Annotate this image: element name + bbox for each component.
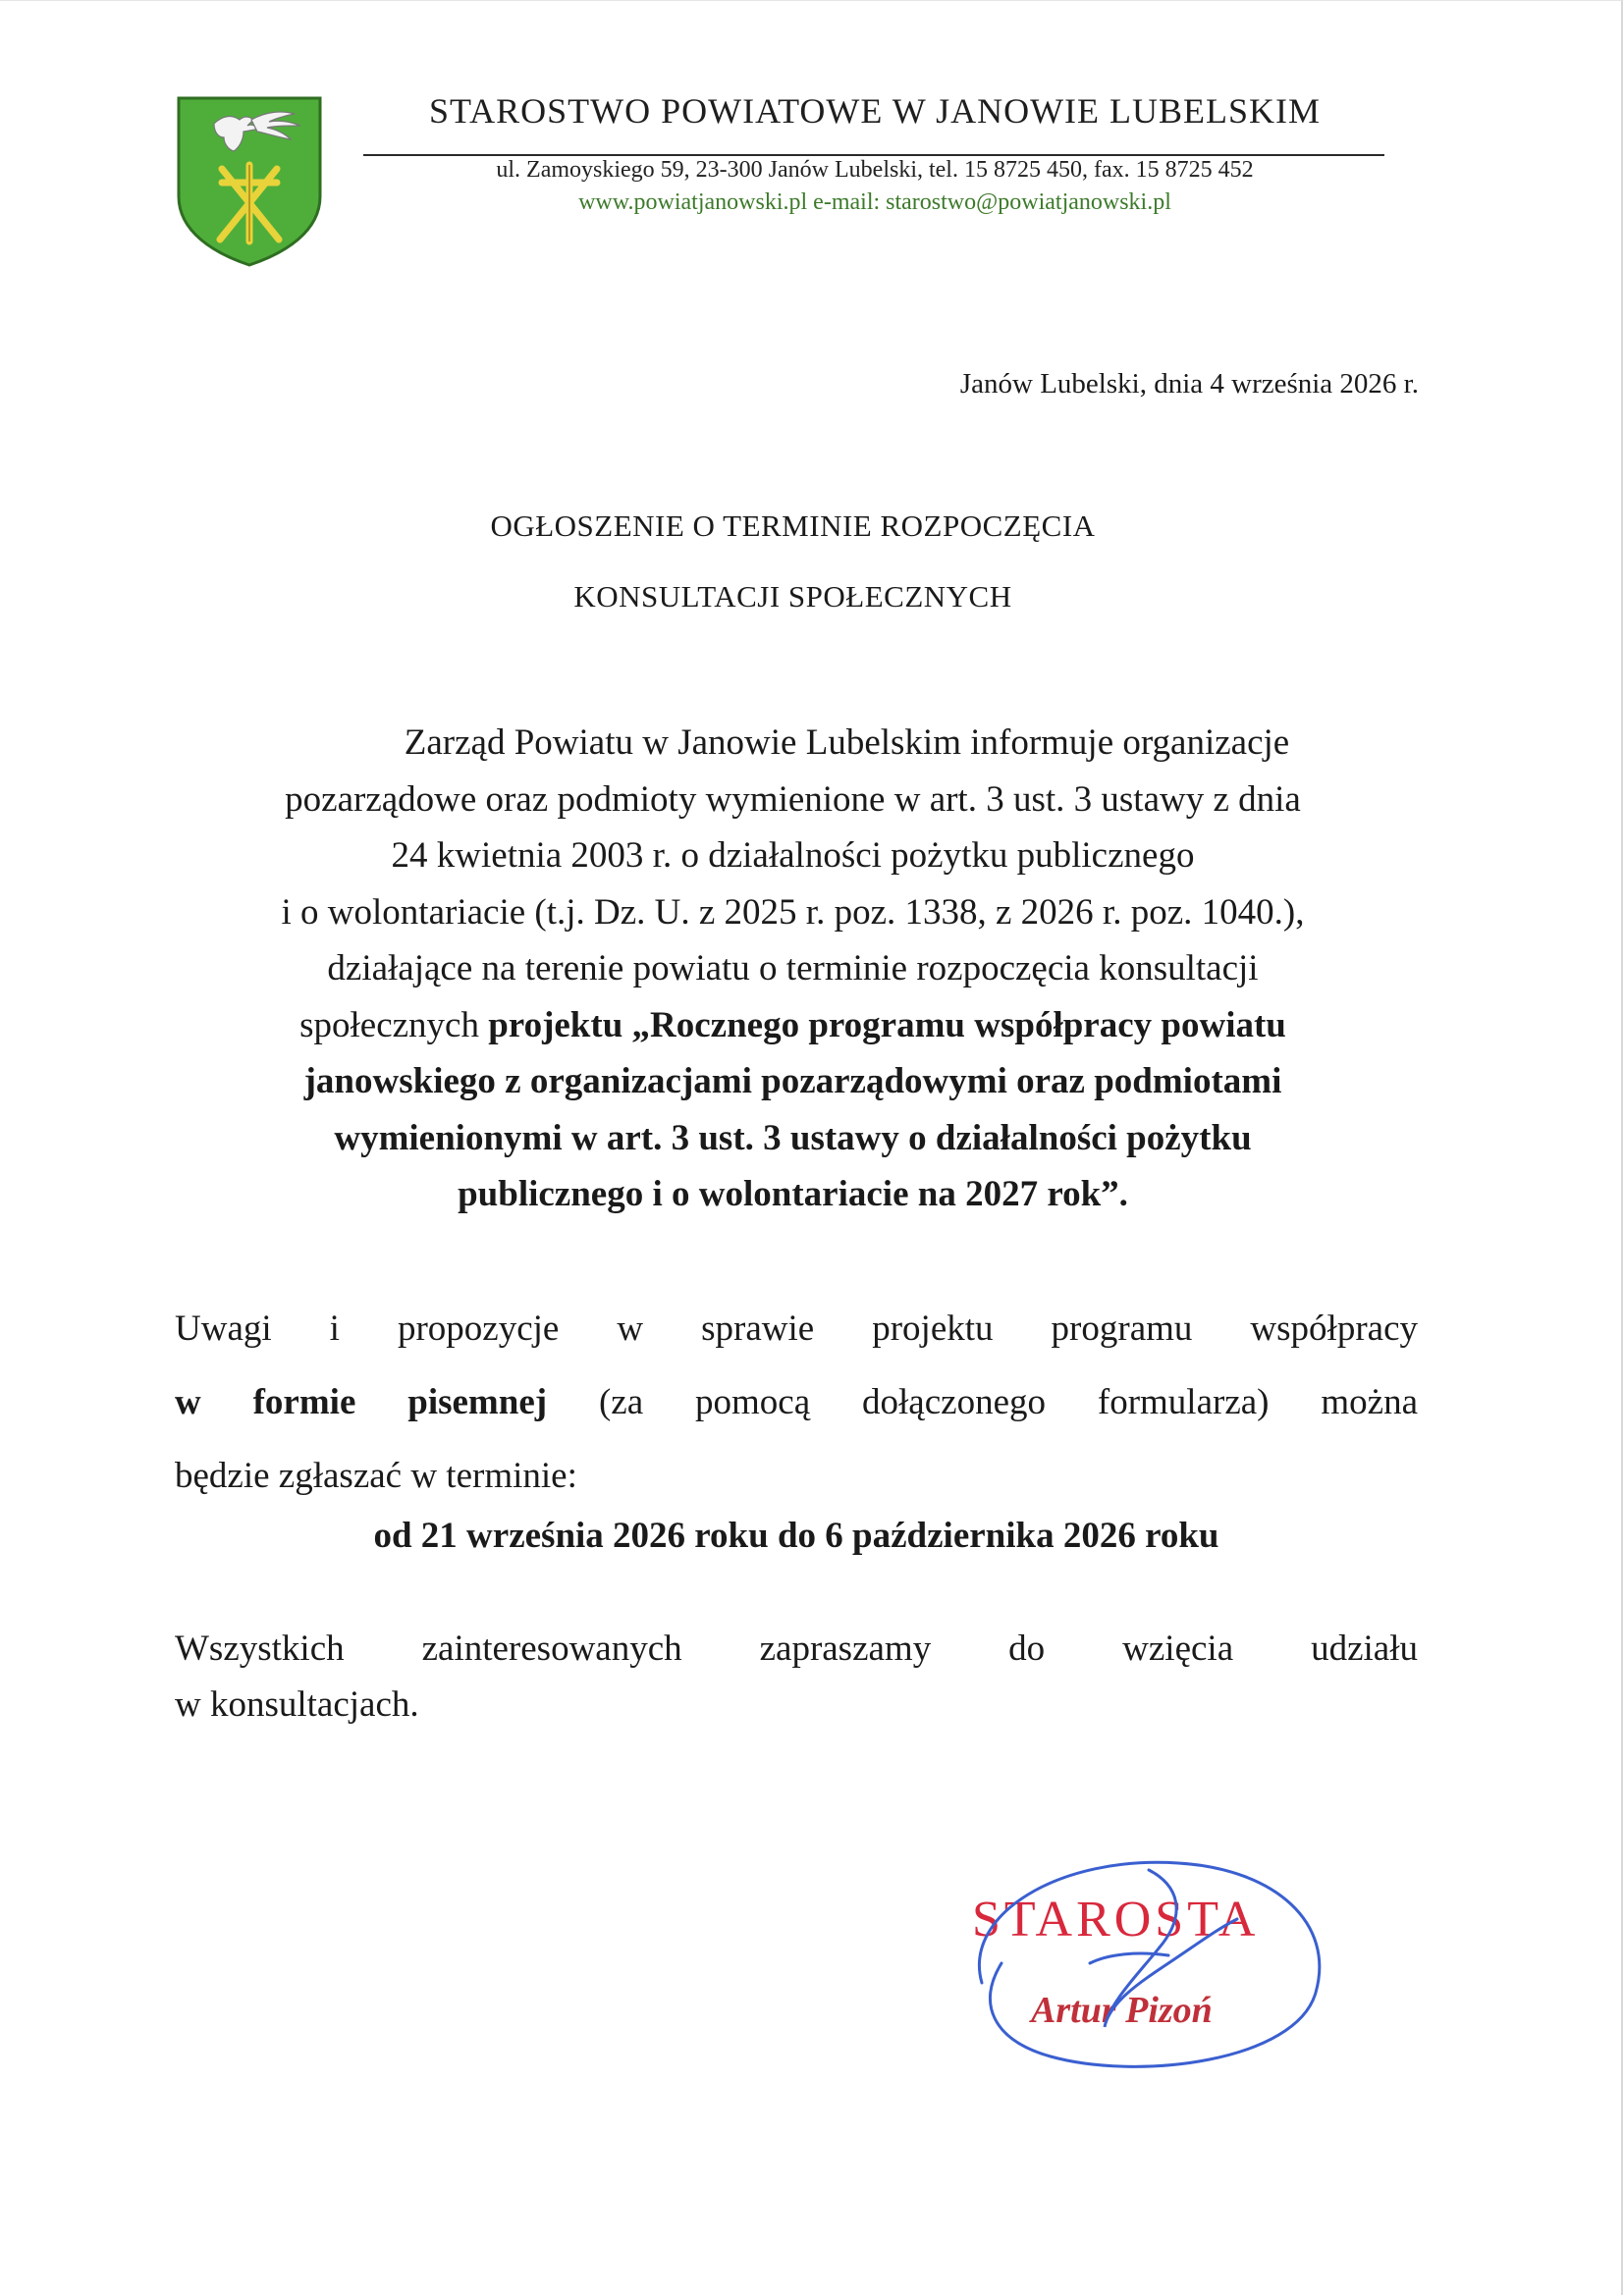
stamp-title: STAROSTA [972,1892,1260,1948]
announcement-body [167,715,1419,1223]
county-crest-logo [175,94,324,267]
project-name: projektu „Rocznego programu współpracy powiatu [488,1004,1286,1045]
body-line: działające na terenie powiatu o terminie rozpoczęcia konsultacji [327,948,1259,988]
body-line-bold: janowskiego z organizacjami pozarządowymi oraz podmiotami [303,1061,1282,1101]
date-line: Janów Lubelski, dnia 4 września 2026 r. [959,368,1419,400]
remarks-line: będzie zgłaszać w terminie: [175,1456,577,1496]
starosta-stamp-signature [943,1845,1335,2101]
office-web-email: www.powiatjanowski.pl e-mail: starostwo@powiatjanowski.pl [578,189,1171,215]
consultation-term: od 21 września 2026 roku do 6 października 2026 roku [373,1516,1219,1556]
body-line: Zarząd Powiatu w Janowie Lubelskim informuje organizacje [404,722,1290,763]
body-line: pozarządowe oraz podmioty wymienione w art. 3 ust. 3 ustawy z dnia [285,778,1301,820]
closing-line: w konsultacjach. [175,1684,419,1725]
body-line: 24 kwietnia 2003 r. o działalności pożytku publicznego [391,835,1195,876]
closing-paragraph [175,1621,1418,1733]
closing-line: Wszystkich zainteresowanych zapraszamy do wzięcia udziału [175,1629,1418,1669]
remarks-paragraph [175,1292,1418,1513]
announcement-title-line1: OGŁOSZENIE O TERMINIE ROZPOCZĘCIA [490,508,1096,543]
remarks-line: w formie pisemnej (za pomocą dołączonego formularza) można [175,1382,1418,1422]
body-line: i o wolontariacie (t.j. Dz. U. z 2025 r. poz. 1338, z 2026 r. poz. 1040.), [281,891,1305,933]
body-line: społecznych projektu „Rocznego programu współpracy powiatu [299,1004,1286,1045]
header-rule [363,154,1384,156]
announcement-title-line2: KONSULTACJI SPOŁECZNYCH [573,579,1012,614]
office-name: STAROSTWO POWIATOWE W JANOWIE LUBELSKIM [428,91,1322,131]
body-line-bold: publicznego i o wolontariacie na 2027 rok”. [458,1174,1128,1214]
remarks-line: Uwagi i propozycje w sprawie projektu programu współpracy [175,1308,1418,1349]
stamp-name: Artur Pizoń [1031,1990,1213,2031]
office-address: ul. Zamoyskiego 59, 23-300 Janów Lubelski, tel. 15 8725 450, fax. 15 8725 452 [496,157,1254,183]
body-line-bold: wymienionymi w art. 3 ust. 3 ustawy o działalności pożytku [334,1117,1252,1158]
